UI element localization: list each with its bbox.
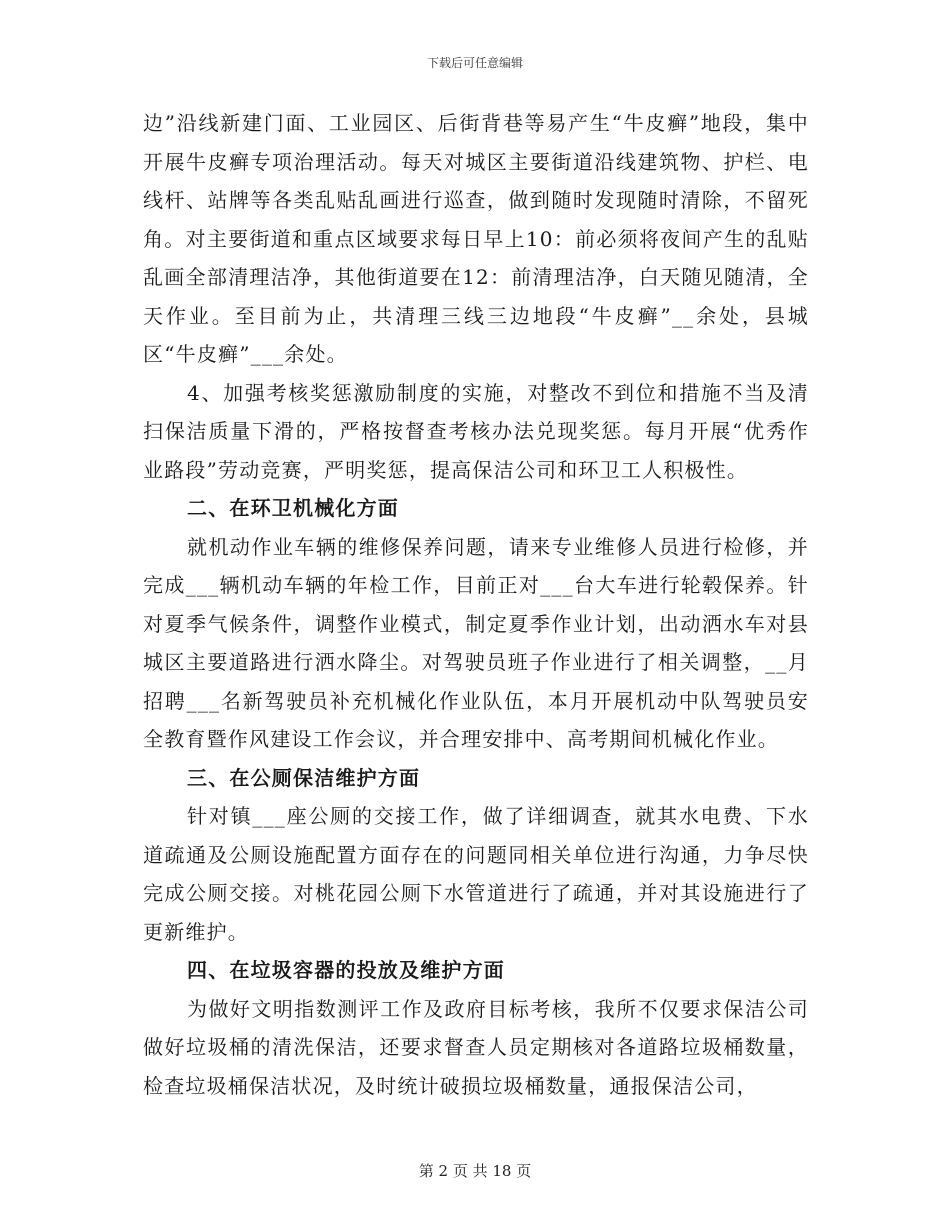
paragraph-item-4: 4、加强考核奖惩激励制度的实施，对整改不到位和措施不当及清扫保洁质量下滑的，严格按督查考核办法兑现奖惩。每月开展“优秀作业路段”劳动竞赛，严明奖惩，提高保洁公司和环卫工人积极性。: [143, 380, 809, 482]
paragraph-mechanization: 就机动作业车辆的维修保养问题，请来专业维修人员进行检修，并完成___辆机动车辆的年检工作，目前正对___台大车进行轮毂保养。针对夏季气候条件，调整作业模式，制定夏季作业计划，出动洒水车对县城区主要道路进行洒水降尘。对驾驶员班子作业进行了相关调整，__月招聘___名新驾驶员补充机械化作业队伍，本月开展机动中队驾驶员安全教育暨作风建设工作会议，并合理安排中、高考期间机械化作业。: [143, 534, 809, 751]
document-body: [143, 104, 809, 1105]
section-heading-3: 三、在公厕保洁维护方面: [187, 765, 421, 790]
section-heading-4: 四、在垃圾容器的投放及维护方面: [187, 958, 505, 982]
page-number-footer: 第 2 页 共 18 页: [418, 1162, 532, 1180]
paragraph-containers: 为做好文明指数测评工作及政府目标考核，我所不仅要求保洁公司做好垃圾桶的清洗保洁，还要求督查人员定期核对各道路垃圾桶数量，检查垃圾桶保洁状况，及时统计破损垃圾桶数量，通报保洁公司，: [143, 996, 809, 1098]
section-heading-2: 二、在环卫机械化方面: [187, 496, 399, 520]
paragraph-toilets: 针对镇___座公厕的交接工作，做了详细调查，就其水电费、下水道疏通及公厕设施配置方面存在的问题同相关单位进行沟通，力争尽快完成公厕交接。对桃花园公厕下水管道进行了疏通，并对其设施进行了更新维护。: [143, 804, 809, 944]
paragraph-continued: 边”沿线新建门面、工业园区、后街背巷等易产生“牛皮癣”地段，集中开展牛皮癣专项治理活动。每天对城区主要街道沿线建筑物、护栏、电线杆、站牌等各类乱贴乱画进行巡查，做到随时发现随时清除，不留死角。对主要街道和重点区域要求每日早上10：前必须将夜间产生的乱贴乱画全部清理洁净，其他街道要在12：前清理洁净，白天随见随清，全天作业。至目前为止，共清理三线三边地段“牛皮癣”__余处，县城区“牛皮癣”___余处。: [143, 111, 809, 366]
page-header: 下载后可任意编辑: [426, 56, 523, 70]
